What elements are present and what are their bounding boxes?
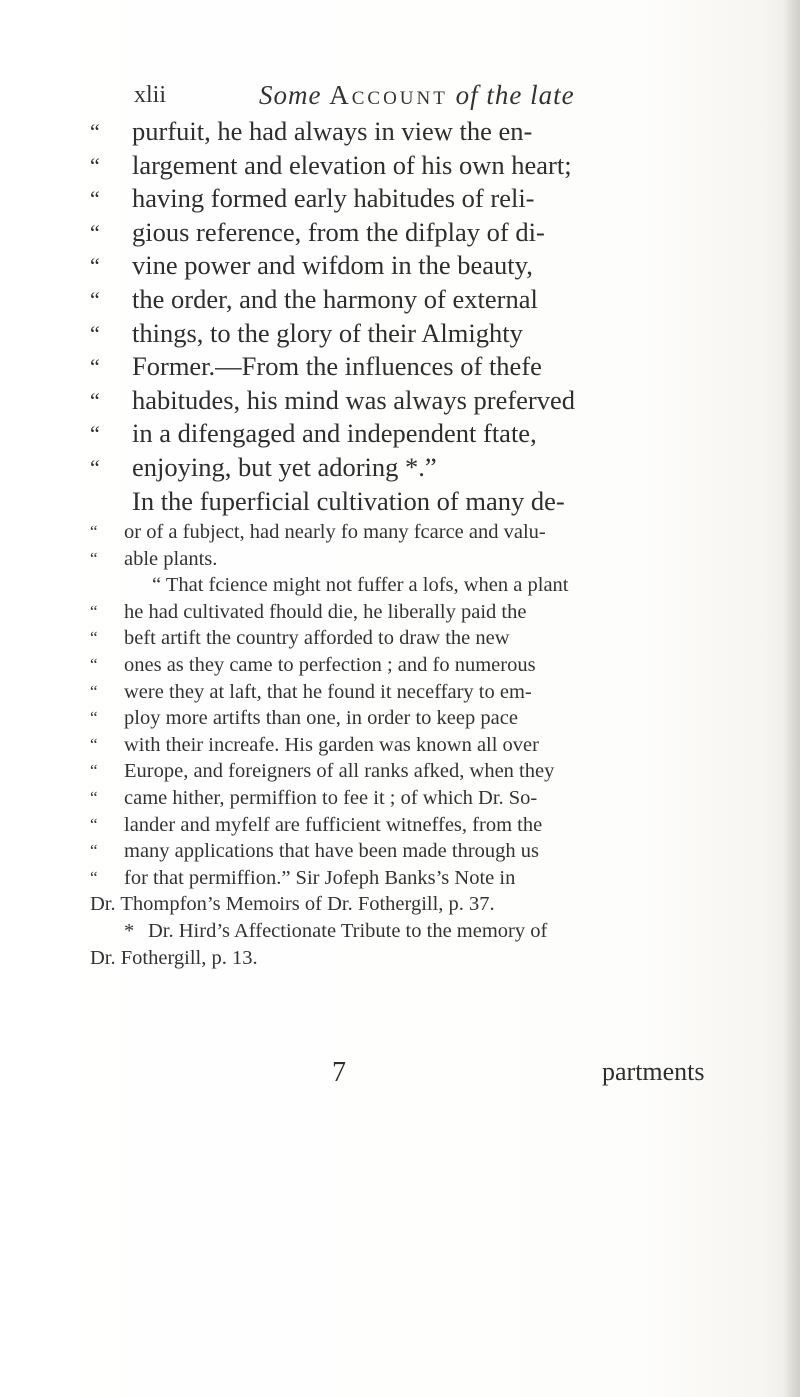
line-text: he had cultivated fhould die, he liberally paid the: [124, 600, 527, 623]
line-text: for that permiffion.” Sir Jofeph Banks’s Note in: [124, 866, 516, 889]
text-line: [90, 283, 730, 317]
line-text: purfuit, he had always in view the en-: [132, 116, 533, 146]
footnote-line: [90, 519, 750, 546]
footnote-line: [90, 705, 750, 732]
running-title-account: Account: [329, 80, 448, 110]
text-line: [90, 317, 730, 351]
quote-mark: “: [90, 421, 100, 447]
page-footer: [90, 1057, 730, 1097]
footnote-line: [90, 758, 750, 785]
line-text: “ That fcience might not fuffer a lofs, when a plant: [152, 574, 569, 597]
main-text: [90, 115, 730, 518]
running-title-some: Some: [259, 80, 322, 110]
text-line: [90, 249, 730, 283]
footnote-line: [90, 572, 750, 599]
line-text: having formed early habitudes of reli-: [132, 183, 535, 214]
quote-mark: “: [90, 867, 98, 887]
quote-mark: “: [90, 253, 100, 279]
line-text: came hither, permiffion to fee it ; of which Dr. So-: [124, 786, 538, 809]
quote-mark: “: [90, 787, 98, 807]
footnote-line: [90, 732, 750, 759]
quote-mark: “: [90, 548, 98, 568]
line-text: largement and elevation of his own heart;: [132, 149, 572, 180]
page-number: xlii: [134, 82, 167, 108]
line-text: ploy more artifts than one, in order to keep pace: [124, 707, 518, 730]
signature-mark: 7: [332, 1057, 346, 1088]
footnote-line: [90, 599, 750, 626]
quote-mark: “: [90, 454, 100, 480]
text-line: [90, 350, 730, 384]
quote-mark: “: [90, 628, 98, 648]
footnote-line: [90, 891, 750, 918]
catchword: partments: [602, 1057, 705, 1086]
line-text: were they at laft, that he found it neceffary to em-: [124, 680, 532, 703]
quote-mark: “: [90, 119, 100, 144]
asterisk-note-line: [90, 918, 750, 945]
text-line: [90, 485, 730, 519]
text-line: [90, 115, 730, 149]
line-text: In the fuperficial cultivation of many de-: [132, 485, 565, 516]
text-line: [90, 384, 730, 418]
quote-mark: “: [90, 734, 98, 754]
line-text: the order, and the harmony of external: [132, 283, 538, 314]
quote-mark: “: [90, 654, 98, 674]
footnote-line: [90, 679, 750, 706]
running-head: [134, 80, 694, 120]
asterisk-note-text: Dr. Hird’s Affectionate Tribute to the memory of: [148, 919, 548, 942]
text-line: [90, 417, 730, 451]
line-text: or of a fubject, had nearly fo many fcarce and valu-: [124, 521, 546, 543]
quote-mark: “: [90, 286, 100, 312]
asterisk-note-line: [90, 945, 750, 972]
quote-mark: “: [90, 522, 98, 541]
line-text: ones as they came to perfection ; and fo numerous: [124, 653, 536, 676]
quote-mark: “: [90, 219, 100, 245]
line-text: Europe, and foreigners of all ranks afked, when they: [124, 760, 555, 783]
quote-mark: “: [90, 681, 98, 701]
asterisk-note-text: Dr. Fothergill, p. 13.: [90, 946, 258, 969]
quote-mark: “: [90, 841, 98, 861]
running-title: [259, 80, 575, 111]
line-text: Dr. Thompfon’s Memoirs of Dr. Fothergill, p. 37.: [90, 893, 495, 916]
footnote-line: [90, 546, 750, 573]
quote-mark: “: [90, 354, 100, 380]
running-title-of-the-late: of the late: [455, 80, 575, 110]
page-edge: [782, 0, 800, 1397]
quote-mark: “: [90, 387, 100, 413]
footnote-line: [90, 838, 750, 865]
line-text: gious reference, from the difplay of di-: [132, 216, 545, 247]
line-text: things, to the glory of their Almighty: [132, 317, 523, 348]
quote-mark: “: [90, 814, 98, 834]
footnotes: [90, 519, 750, 971]
footnote-line: [90, 865, 750, 892]
quote-mark: “: [90, 320, 100, 346]
line-text: able plants.: [124, 547, 218, 570]
line-text: Former.—From the influences of thefe: [132, 351, 542, 382]
asterisk-marker: *: [124, 919, 135, 942]
quote-mark: “: [90, 152, 100, 178]
line-text: habitudes, his mind was always preferved: [132, 384, 576, 415]
footnote-line: [90, 625, 750, 652]
line-text: with their increafe. His garden was known all over: [124, 733, 539, 756]
text-line: [90, 216, 730, 250]
footnote-line: [90, 652, 750, 679]
quote-mark: “: [90, 601, 98, 621]
text-line: [90, 182, 730, 216]
text-line: [90, 451, 730, 485]
footnote-line: [90, 812, 750, 839]
text-line: [90, 149, 730, 183]
line-text: many applications that have been made through us: [124, 840, 540, 863]
line-text: beft artift the country afforded to draw the new: [124, 627, 510, 650]
line-text: enjoying, but yet adoring *.”: [132, 451, 437, 482]
quote-mark: “: [90, 761, 98, 781]
line-text: in a difengaged and independent ftate,: [132, 418, 537, 449]
line-text: vine power and wifdom in the beauty,: [132, 250, 533, 281]
quote-mark: “: [90, 186, 100, 212]
footnote-line: [90, 785, 750, 812]
line-text: lander and myfelf are fufficient witneffes, from the: [124, 813, 543, 836]
quote-mark: “: [90, 708, 98, 728]
